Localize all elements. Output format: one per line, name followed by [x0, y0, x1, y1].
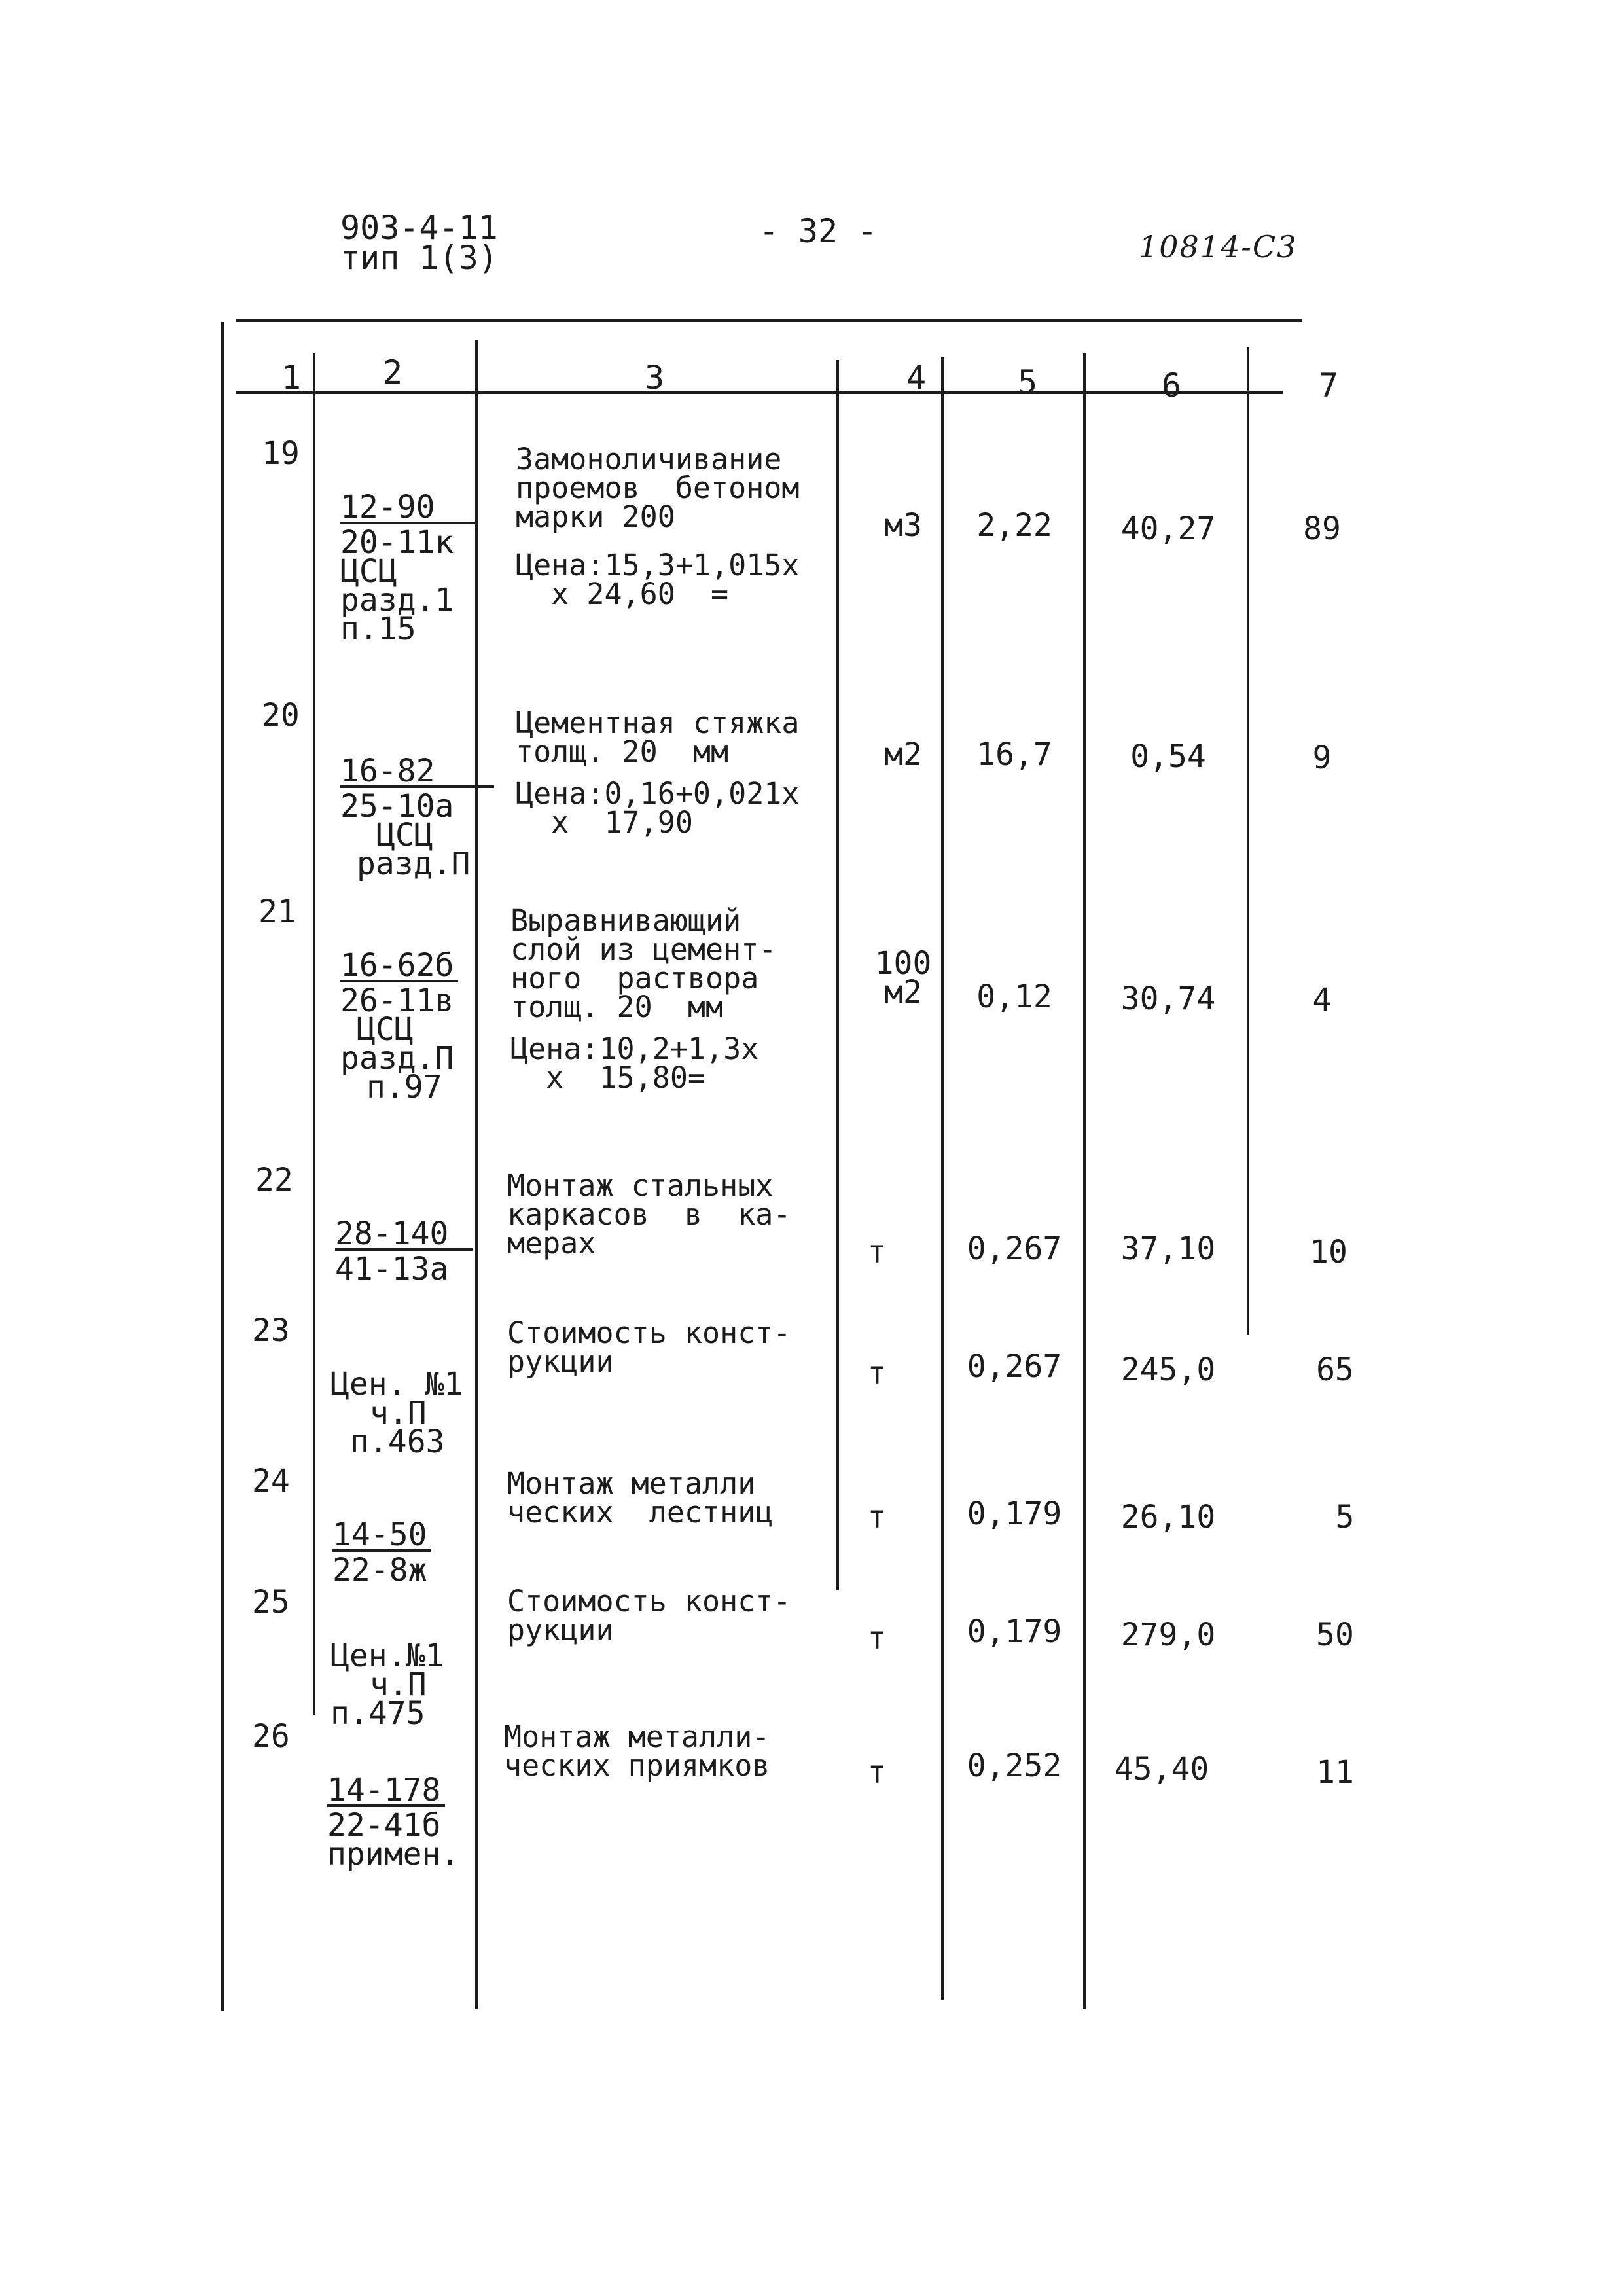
work-description: Монтаж стальных каркасов в ка- мерах	[507, 1168, 791, 1261]
work-description: Выравнивающий слой из цемент- ного раствора толщ. 20 мм Цена:10,2+1,3х х 15,80=	[510, 906, 857, 1092]
column-number-6: 6	[1161, 367, 1182, 404]
work-description: Цементная стяжка толщ. 20 мм Цена:0,16+0,021х х 17,90	[516, 709, 863, 837]
total-cost: 89	[1303, 511, 1341, 547]
document-code-line2: тип 1(3)	[340, 239, 498, 277]
column-number-2: 2	[382, 353, 403, 391]
norm-reference: Цен.№1 ч.П п.475	[330, 1638, 444, 1732]
norm-reference: Цен. №1 ч.П п.463	[330, 1366, 463, 1460]
row-number: 24	[252, 1463, 290, 1499]
column-number-5: 5	[1017, 363, 1038, 401]
row-number: 26	[252, 1718, 290, 1755]
unit-cost: 37,10	[1120, 1230, 1216, 1267]
quantity: 2,22	[976, 507, 1052, 544]
work-description: Монтаж металли ческих лестниц	[507, 1466, 774, 1530]
unit: т	[867, 1499, 887, 1535]
row-number: 19	[262, 435, 300, 472]
unit: 100 м2	[874, 945, 932, 1011]
norm-reference: 12-90 20-11к ЦСЦ разд.1 п.15	[340, 435, 478, 701]
row-number: 22	[255, 1162, 293, 1198]
total-cost: 9	[1312, 740, 1332, 776]
column-number-4: 4	[906, 359, 927, 397]
archive-number: 10814-C3	[1139, 229, 1298, 264]
unit-cost: 0,54	[1130, 738, 1206, 775]
norm-reference: 16-82 25-10а ЦСЦ разд.П	[340, 699, 494, 936]
unit: т	[867, 1754, 887, 1791]
unit-cost: 245,0	[1120, 1352, 1216, 1388]
unit-cost: 30,74	[1120, 980, 1216, 1017]
norm-reference: 14-50 22-8ж	[332, 1463, 431, 1642]
unit-cost: 279,0	[1120, 1617, 1216, 1653]
total-cost: 10	[1310, 1234, 1347, 1270]
column-divider-1	[313, 353, 315, 1715]
quantity: 16,7	[976, 736, 1052, 773]
unit: м2	[884, 736, 922, 773]
total-cost: 65	[1316, 1352, 1354, 1388]
quantity: 0,179	[967, 1613, 1062, 1650]
row-number: 23	[252, 1312, 290, 1349]
column-number-1: 1	[281, 359, 302, 397]
work-description: Стоимость конст- рукции	[507, 1316, 791, 1379]
total-cost: 11	[1316, 1754, 1354, 1791]
quantity: 0,267	[967, 1348, 1062, 1385]
unit: т	[867, 1355, 887, 1391]
price-formula: Цена:15,3+1,015х х 24,60 =	[516, 548, 800, 611]
document-code-line1: 903-4-11	[340, 209, 498, 247]
column-number-3: 3	[644, 359, 665, 397]
work-description: Монтаж металли- ческих приямков	[504, 1719, 770, 1783]
quantity: 0,252	[967, 1748, 1062, 1784]
header-bottom-rule	[236, 391, 1283, 394]
page-number: - 32 -	[758, 212, 878, 250]
quantity: 0,179	[967, 1496, 1062, 1532]
norm-reference: 16-62б 26-11в ЦСЦ разд.П п.97	[340, 893, 458, 1159]
table-left-border	[221, 322, 224, 2011]
price-formula: Цена:0,16+0,021х х 17,90	[516, 776, 800, 840]
unit-cost: 45,40	[1114, 1751, 1209, 1787]
unit: т	[867, 1620, 887, 1657]
norm-reference: 14-178 22-41б примен.	[327, 1772, 460, 1873]
unit: м3	[884, 507, 922, 544]
unit-cost: 40,27	[1120, 511, 1216, 547]
quantity: 0,267	[967, 1230, 1062, 1267]
price-formula: Цена:10,2+1,3х х 15,80=	[510, 1031, 759, 1095]
work-description: Замоноличивание проемов бетоном марки 200 Цена:15,3+1,015х х 24,60 =	[516, 445, 863, 609]
table-top-rule	[236, 319, 1302, 322]
document-code	[340, 209, 498, 277]
column-number-7: 7	[1318, 367, 1339, 404]
work-description: Стоимость конст- рукции	[507, 1584, 791, 1647]
total-cost: 5	[1335, 1499, 1355, 1535]
row-number: 21	[259, 893, 296, 930]
column-divider-6	[1247, 347, 1249, 1335]
total-cost: 4	[1312, 982, 1332, 1018]
row-number: 20	[262, 697, 300, 734]
row-number: 25	[252, 1584, 290, 1621]
total-cost: 50	[1316, 1617, 1354, 1653]
unit: т	[867, 1234, 887, 1270]
norm-reference: 28-140 41-13а	[335, 1162, 473, 1341]
unit-cost: 26,10	[1120, 1499, 1216, 1535]
quantity: 0,12	[976, 978, 1052, 1015]
